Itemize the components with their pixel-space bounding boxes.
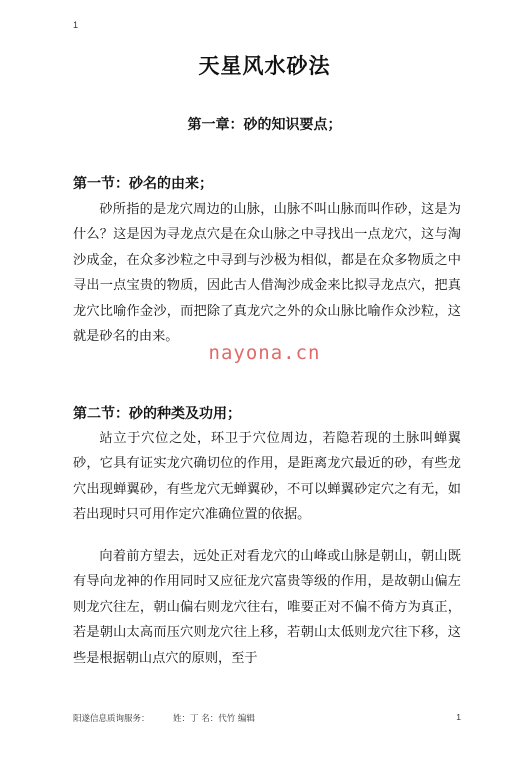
section-2-heading: 第二节：砂的种类及功用； [73,406,241,422]
section-2-paragraph-2: 向着前方望去，远处正对看龙穴的山峰或山脉是朝山，朝山既有导向龙神的作用同时又应征龙穴富贵等级的作用，是故朝山偏左则龙穴往左，朝山偏右则龙穴往右，唯要正对不偏不倚方为真正，若是朝山太高而压穴则龙穴往上移，若朝山太低则龙穴往下移，这些是根据朝山点穴的原则，至于 [73,549,461,666]
document-title: 天星风水砂法 [198,53,331,78]
watermark-text: nayona.cn [208,342,321,364]
footer-page-number: 1 [456,712,461,722]
section-2-paragraph-1: 站立于穴位之处，环卫于穴位周边，若隐若现的土脉叫蝉翼砂，它具有证实龙穴确切位的作用，是距离龙穴最近的砂，有些龙穴出现蝉翼砂，有些龙穴无蝉翼砂，不可以蝉翼砂定穴之有无，如若出现时只可用作定穴准确位置的依据。 [73,431,461,523]
footer-service-label: 阳遂信息质询服务： [73,714,150,724]
section-1-heading: 第一节：砂名的由来； [73,176,213,192]
footer-editor-info: 姓：丁 名：代竹 编辑 [173,714,255,724]
header-page-number: 1 [73,20,79,30]
chapter-heading: 第一章：砂的知识要点； [187,117,342,133]
section-1-paragraph: 砂所指的是龙穴周边的山脉，山脉不叫山脉而叫作砂，这是为什么？这是因为寻龙点穴是在众山脉之中寻找出一点龙穴，这与淘沙成金，在众多沙粒之中寻到与沙极为相似，都是在众多物质之中寻出一点宝贵的物质，因此古人借淘沙成金来比拟寻龙点穴，把真龙穴比喻作金沙，而把除了真龙穴之外的众山脉比喻作众沙粒，这就是砂名的由来。 [73,202,461,345]
